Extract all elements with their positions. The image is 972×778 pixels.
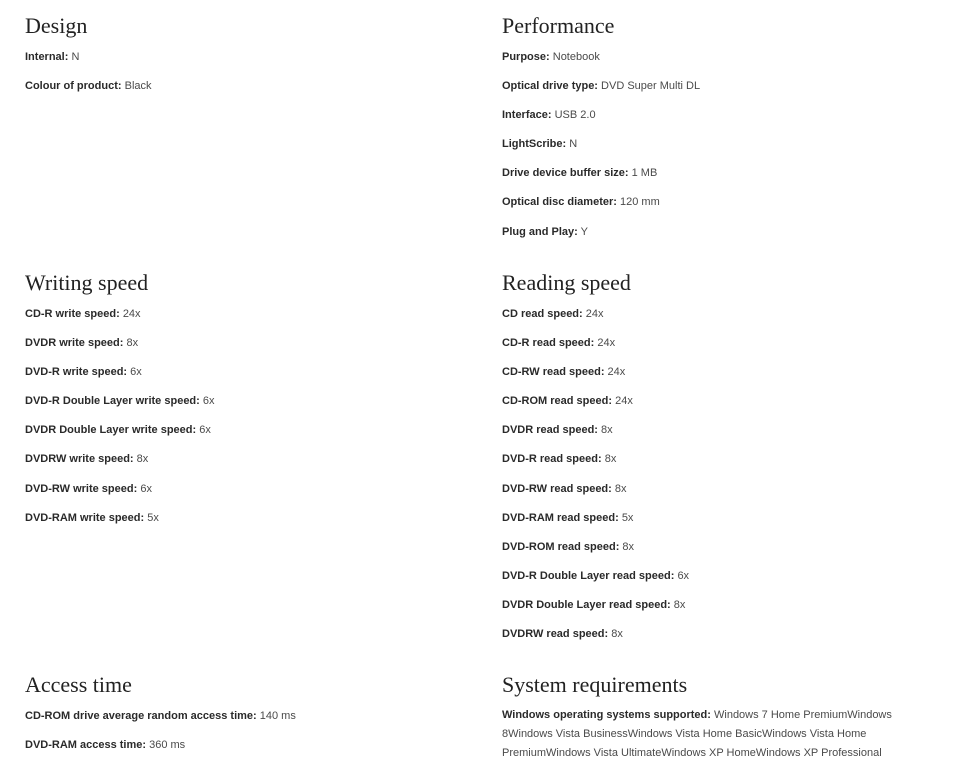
spec-row bbox=[502, 482, 689, 496]
spec-value: Y bbox=[580, 225, 588, 238]
spec-value: 5x bbox=[621, 511, 634, 524]
spec-label: Colour of product: bbox=[25, 80, 122, 93]
spec-value: 8x bbox=[611, 628, 623, 641]
section-title: Design bbox=[25, 13, 88, 38]
spec-label: Optical drive type: bbox=[502, 80, 598, 93]
spec-row bbox=[25, 307, 215, 321]
spec-label: DVD-RW read speed: bbox=[502, 482, 612, 495]
section-title: Access time bbox=[25, 672, 132, 697]
spec-value: 140 ms bbox=[259, 710, 296, 722]
spec-label: Purpose: bbox=[502, 51, 550, 63]
spec-label: CD-R write speed: bbox=[25, 308, 120, 320]
spec-row bbox=[25, 452, 215, 466]
section-writing-speed bbox=[25, 270, 215, 540]
section-title: System requirements bbox=[502, 672, 688, 697]
spec-label: CD-ROM read speed: bbox=[502, 395, 613, 408]
spec-label: Interface: bbox=[502, 109, 552, 122]
spec-label: DVD-R write speed: bbox=[25, 366, 128, 379]
spec-label: CD-ROM drive average random access time: bbox=[25, 710, 257, 722]
spec-row bbox=[25, 50, 152, 64]
spec-row bbox=[25, 423, 215, 437]
section-design bbox=[25, 13, 152, 108]
spec-label: DVDR read speed: bbox=[502, 424, 598, 437]
spec-row bbox=[502, 79, 700, 93]
spec-label: Plug and Play: bbox=[502, 225, 578, 238]
spec-label: DVD-RAM read speed: bbox=[502, 511, 619, 524]
spec-value: 6x bbox=[202, 395, 215, 408]
spec-value: 8x bbox=[604, 453, 617, 466]
spec-label: Optical disc diameter: bbox=[502, 196, 617, 209]
spec-value: 6x bbox=[677, 569, 690, 582]
spec-value: 8x bbox=[622, 540, 635, 553]
spec-value: 5x bbox=[147, 511, 159, 524]
spec-row bbox=[25, 336, 215, 350]
spec-row bbox=[502, 108, 700, 122]
spec-value: 24x bbox=[122, 308, 141, 320]
spec-list bbox=[25, 50, 152, 93]
spec-label: DVDRW write speed: bbox=[25, 453, 134, 466]
spec-row bbox=[502, 423, 689, 437]
spec-list bbox=[502, 50, 700, 239]
spec-value: 24x bbox=[597, 337, 616, 350]
spec-row bbox=[502, 137, 700, 151]
spec-row bbox=[502, 511, 689, 525]
spec-value: DVD Super Multi DL bbox=[601, 80, 701, 93]
section-performance bbox=[502, 13, 700, 254]
spec-row bbox=[25, 482, 215, 496]
spec-row bbox=[502, 166, 700, 180]
spec-label: DVDR Double Layer write speed: bbox=[25, 424, 197, 437]
spec-value: 24x bbox=[615, 395, 633, 408]
spec-row bbox=[502, 706, 932, 763]
spec-value: 6x bbox=[140, 482, 152, 495]
spec-row bbox=[502, 569, 689, 583]
spec-list bbox=[25, 307, 215, 525]
spec-label: DVDRW read speed: bbox=[502, 628, 609, 641]
spec-value: Black bbox=[124, 80, 152, 93]
spec-row bbox=[25, 394, 215, 408]
spec-row bbox=[502, 225, 700, 239]
spec-row bbox=[502, 627, 689, 641]
spec-row bbox=[502, 195, 700, 209]
spec-label: DVD-RAM access time: bbox=[25, 739, 147, 752]
spec-row bbox=[502, 540, 689, 554]
spec-value: 6x bbox=[130, 366, 142, 379]
spec-value: 1 MB bbox=[631, 167, 658, 180]
spec-label: DVD-R read speed: bbox=[502, 453, 602, 466]
spec-value: 8x bbox=[614, 482, 627, 495]
spec-value: 6x bbox=[199, 424, 211, 437]
spec-label: LightScribe: bbox=[502, 138, 567, 151]
spec-row bbox=[25, 709, 296, 723]
spec-row bbox=[502, 307, 689, 321]
spec-label: CD read speed: bbox=[502, 308, 583, 320]
spec-value: 8x bbox=[673, 598, 686, 611]
spec-label: DVD-R Double Layer write speed: bbox=[25, 395, 200, 408]
spec-value: 8x bbox=[136, 453, 149, 466]
spec-value: N bbox=[71, 51, 80, 63]
spec-label: DVD-RAM write speed: bbox=[25, 511, 145, 524]
spec-row bbox=[25, 365, 215, 379]
spec-row bbox=[25, 79, 152, 93]
spec-value: N bbox=[569, 138, 578, 151]
spec-value: Windows 7 Home PremiumWindows 8Windows Vista BusinessWindows Vista Home BasicWindows Vista Home PremiumWindows Vista UltimateWindows XP HomeWindows XP Professional bbox=[502, 709, 892, 759]
section-title: Writing speed bbox=[25, 270, 149, 295]
spec-label: DVDR Double Layer read speed: bbox=[502, 598, 671, 611]
section-title: Reading speed bbox=[502, 270, 631, 295]
spec-row bbox=[502, 394, 689, 408]
section-reading-speed bbox=[502, 270, 689, 656]
spec-row bbox=[502, 598, 689, 612]
spec-value: 24x bbox=[607, 366, 626, 379]
section-access-time bbox=[25, 672, 296, 767]
spec-label: Windows operating systems supported: bbox=[502, 709, 711, 721]
spec-label: DVD-R Double Layer read speed: bbox=[502, 569, 675, 582]
spec-value: 8x bbox=[126, 337, 139, 350]
spec-value: 120 mm bbox=[620, 196, 660, 209]
spec-list bbox=[502, 307, 689, 641]
spec-list bbox=[25, 709, 296, 752]
spec-value: 8x bbox=[601, 424, 613, 437]
section-title: Performance bbox=[502, 13, 615, 38]
spec-value: 360 ms bbox=[149, 739, 186, 752]
spec-row bbox=[502, 50, 700, 64]
spec-row bbox=[502, 365, 689, 379]
spec-value: Notebook bbox=[552, 51, 600, 63]
spec-row bbox=[25, 738, 296, 752]
section-system-requirements bbox=[502, 672, 932, 778]
spec-row bbox=[25, 511, 215, 525]
spec-label: DVD-ROM read speed: bbox=[502, 540, 620, 553]
spec-label: DVDR write speed: bbox=[25, 337, 124, 350]
spec-value: USB 2.0 bbox=[554, 109, 596, 122]
spec-label: Drive device buffer size: bbox=[502, 167, 629, 180]
spec-value: 24x bbox=[585, 308, 604, 320]
spec-label: CD-RW read speed: bbox=[502, 366, 605, 379]
spec-label: Internal: bbox=[25, 51, 69, 63]
spec-row bbox=[502, 452, 689, 466]
spec-row bbox=[502, 336, 689, 350]
spec-label: CD-R read speed: bbox=[502, 337, 595, 350]
spec-list bbox=[502, 706, 932, 763]
spec-label: DVD-RW write speed: bbox=[25, 482, 138, 495]
